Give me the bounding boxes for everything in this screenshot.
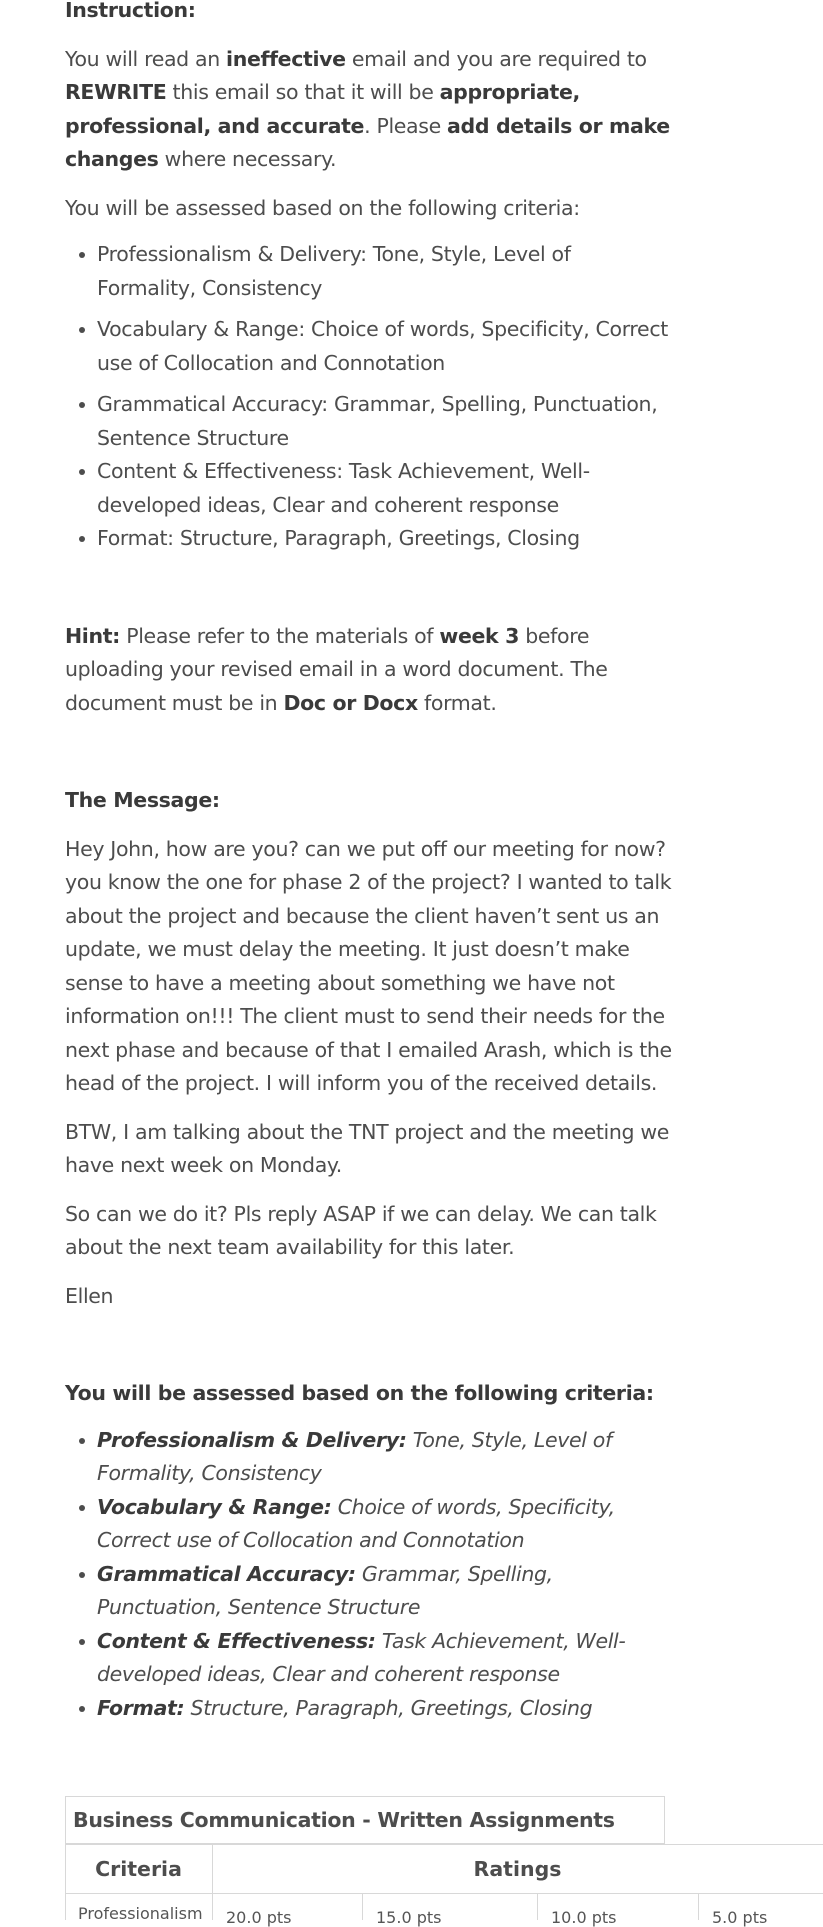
message-signature: Ellen [65, 1283, 114, 1308]
instruction-paragraph [65, 43, 675, 177]
list-item: Vocabulary & Range: Choice of words, Specificity, Correct use of Collocation and Connotation [97, 313, 675, 380]
text-bold: add details or make changes [65, 113, 670, 171]
message-paragraph: So can we do it? Pls reply ASAP if we can delay. We can talk about the next team availability for this later. [65, 1201, 657, 1259]
list-item [97, 1558, 675, 1625]
message-heading: The Message: [65, 788, 220, 812]
rubric-criterion-label: Professionalism [78, 1904, 203, 1923]
rubric-title: Business Communication - Written Assignments [65, 1796, 665, 1844]
rubric-header-criteria: Criteria [95, 1857, 182, 1881]
text-bold: week 3 [439, 623, 520, 648]
assessment-list [65, 1424, 675, 1726]
list-item [97, 1692, 675, 1726]
rubric-rating: 5.0 pts [712, 1908, 768, 1927]
text-run: . Please [364, 113, 448, 138]
assessment-heading: You will be assessed based on the following criteria: [65, 1381, 654, 1405]
list-item: Content & Effectiveness: Task Achievement, Well-developed ideas, Clear and coherent response [97, 455, 675, 522]
hint-label: Hint: [65, 623, 121, 648]
text-bold: appropriate, professional, and accurate [65, 80, 580, 138]
criterion-name: Content & Effectiveness: [97, 1628, 376, 1653]
criterion-desc: Grammar, Spelling, Punctuation, Sentence Structure [97, 1561, 553, 1619]
instruction-heading: Instruction: [65, 0, 196, 22]
assess-intro: You will be assessed based on the following criteria: [65, 195, 580, 220]
rubric-divider [65, 1893, 823, 1894]
rubric-border [698, 1893, 699, 1920]
criterion-desc: Tone, Style, Level of Formality, Consistency [97, 1427, 612, 1485]
criterion-desc: Structure, Paragraph, Greetings, Closing [184, 1695, 593, 1720]
rubric-border [537, 1893, 538, 1920]
text-run: before uploading your revised email in a word document. The document must be in [65, 623, 608, 715]
criterion-name: Professionalism & Delivery: [97, 1427, 407, 1452]
criterion-name: Vocabulary & Range: [97, 1494, 332, 1519]
rubric-header-ratings: Ratings [473, 1857, 562, 1881]
rubric-rating: 20.0 pts [226, 1908, 292, 1927]
text-run: where necessary. [158, 147, 337, 171]
text-bold: Doc or Docx [283, 690, 418, 715]
criterion-desc: Task Achievement, Well-developed ideas, Clear and coherent response [97, 1628, 626, 1686]
text-bold: ineffective [226, 46, 346, 71]
criterion-desc: Choice of words, Specificity, Correct use of Collocation and Connotation [97, 1494, 615, 1552]
list-item [97, 1625, 675, 1692]
text-run: email and you are required to [345, 46, 647, 71]
message-paragraph: BTW, I am talking about the TNT project and the meeting we have next week on Monday. [65, 1119, 670, 1177]
list-item: Grammatical Accuracy: Grammar, Spelling, Punctuation, Sentence Structure [97, 388, 675, 455]
assignment-description [65, 0, 675, 1725]
text-run: Please refer to the materials of [120, 623, 440, 648]
rubric-rating: 10.0 pts [551, 1908, 617, 1927]
rubric-border [362, 1893, 363, 1920]
list-item: Format: Structure, Paragraph, Greetings, Closing [97, 522, 675, 556]
text-run: format. [417, 690, 497, 715]
text-run: this email so that it will be [166, 80, 440, 104]
criterion-name: Format: [97, 1695, 185, 1720]
message-paragraph: Hey John, how are you? can we put off our meeting for now? you know the one for phase 2 of the project? I wanted to talk about the project and because the client haven’t sent us an update, we must delay the meeting. It just doesn’t make sense to have a meeting about something we have not information on!!! The client must to send their needs for the next phase and because of that I emailed Arash, which is the head of the project. I will inform you of the received details. [65, 836, 672, 1095]
hint-paragraph [65, 620, 675, 721]
list-item: Professionalism & Delivery: Tone, Style, Level of Formality, Consistency [97, 238, 675, 305]
text-bold: REWRITE [65, 80, 167, 104]
criterion-name: Grammatical Accuracy: [97, 1561, 356, 1586]
text-run: You will read an [65, 46, 227, 71]
list-item [97, 1491, 675, 1558]
criteria-list [65, 238, 675, 556]
rubric-rating: 15.0 pts [376, 1908, 442, 1927]
list-item [97, 1424, 675, 1491]
